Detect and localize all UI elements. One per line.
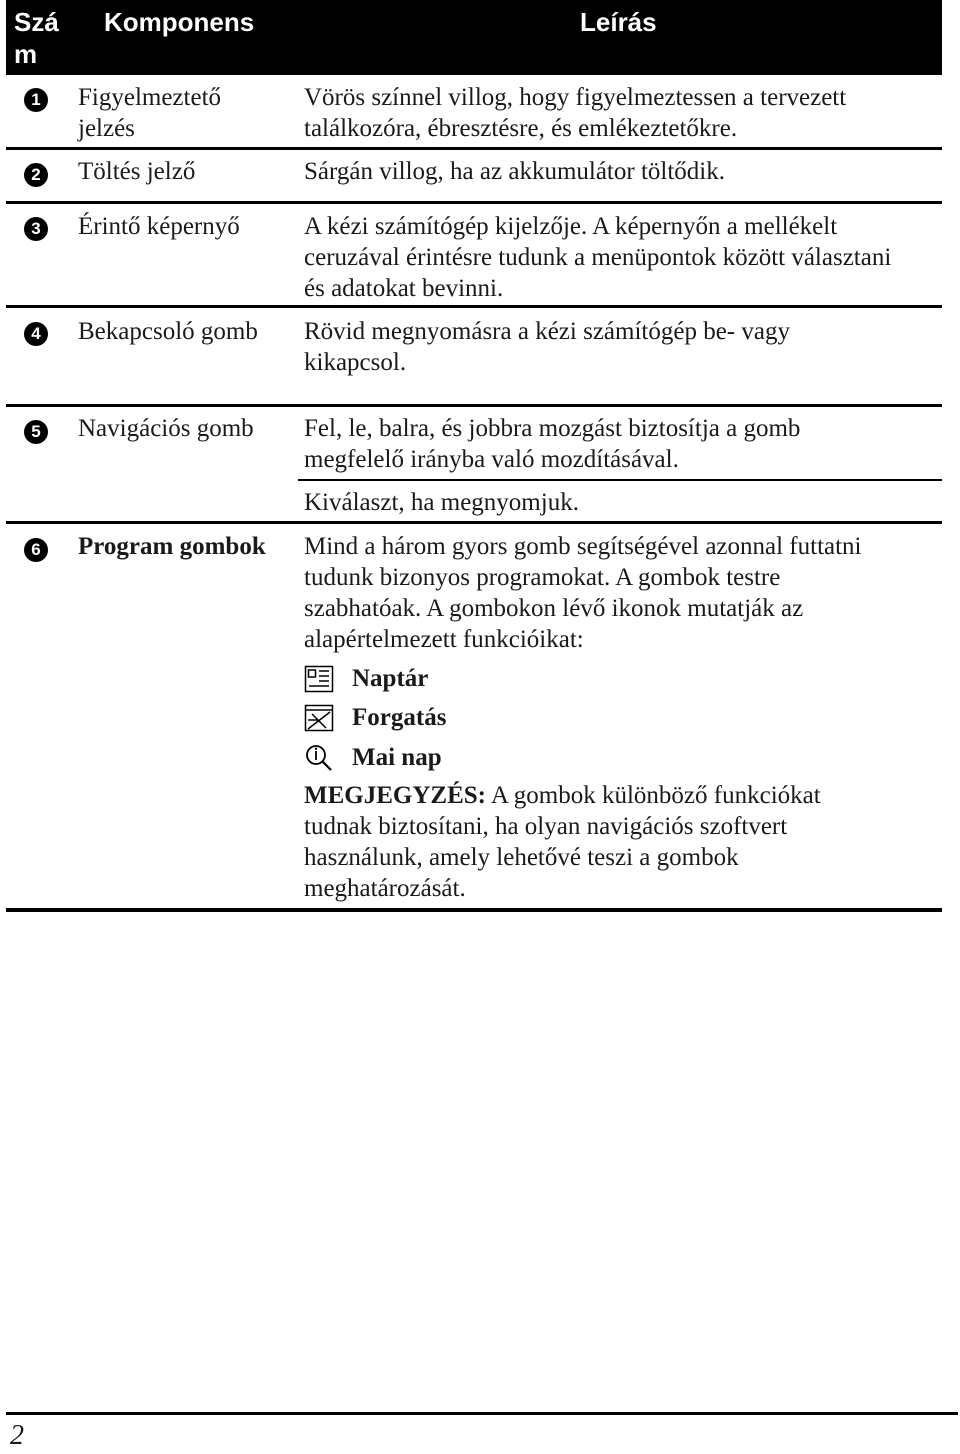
description-line: Rövid megnyomásra a kézi számítógép be- vagy <box>304 318 790 345</box>
description-line: és adatokat bevinni. <box>304 275 504 302</box>
description-line: Fel, le, balra, és jobbra mozgást biztosítja a gomb <box>304 415 801 442</box>
program-label: Forgatás <box>352 704 447 731</box>
description-line: alapértelmezett funkcióikat: <box>304 626 584 653</box>
description-line: A kézi számítógép kijelzője. A képernyőn a mellékelt <box>304 213 838 240</box>
description-line: szabhatóak. A gombokon lévő ikonok mutatják az <box>304 595 804 622</box>
component-line: Érintő képernyő <box>78 213 240 240</box>
component-line: Figyelmeztető <box>78 84 222 111</box>
description-line: találkozóra, ébresztésre, és emlékeztetőkre. <box>304 115 738 142</box>
component-name <box>78 156 298 187</box>
component-description <box>304 211 944 304</box>
calendar-icon <box>304 665 334 693</box>
component-line: Program gombok <box>78 533 266 560</box>
note-title: MEGJEGYZÉS: <box>304 782 486 809</box>
description-line: kikapcsol. <box>304 349 407 376</box>
note-paragraph <box>304 780 944 904</box>
note-line: tudnak biztosítani, ha olyan navigációs szoftvert <box>304 813 788 840</box>
row-number-badge: 3 <box>24 217 48 241</box>
component-description-extra <box>304 487 944 518</box>
row-number-badge: 5 <box>24 420 48 444</box>
component-description <box>304 413 944 475</box>
row-number-badge: 6 <box>24 538 48 562</box>
description-line: Mind a három gyors gomb segítségével azonnal futtatni <box>304 533 862 560</box>
note-line: meghatározását. <box>304 875 466 902</box>
row-number-badge: 2 <box>24 163 48 187</box>
footer-rule <box>6 1412 958 1415</box>
row-divider <box>6 521 942 524</box>
note-line: használunk, amely lehetővé teszi a gombok <box>304 844 739 871</box>
component-description <box>304 156 944 187</box>
header-description: Leírás <box>580 7 657 37</box>
component-name <box>78 413 298 444</box>
component-name <box>78 316 298 347</box>
page-number: 2 <box>10 1420 24 1451</box>
header-number-line2: m <box>14 39 38 69</box>
header-number <box>14 6 74 70</box>
component-description <box>304 82 944 144</box>
component-line: jelzés <box>78 115 135 142</box>
table-header <box>6 0 942 75</box>
component-name <box>78 82 298 144</box>
component-line: Bekapcsoló gomb <box>78 318 258 345</box>
header-component: Komponens <box>104 7 255 37</box>
description-line: tudunk bizonyos programokat. A gombok testre <box>304 564 781 591</box>
component-name <box>78 531 298 562</box>
sub-row-divider <box>298 479 942 481</box>
description-line: megfelelő irányba való mozdításával. <box>304 446 679 473</box>
note-first-line <box>304 780 944 811</box>
today-icon <box>304 744 334 772</box>
component-line: Töltés jelző <box>78 158 196 185</box>
row-divider <box>6 201 942 204</box>
row-divider <box>6 305 942 308</box>
program-label: Mai nap <box>352 744 442 771</box>
component-description <box>304 316 944 378</box>
component-description <box>304 531 944 655</box>
component-name <box>78 211 298 242</box>
row-number-badge: 4 <box>24 322 48 346</box>
description-line: Kiválaszt, ha megnyomjuk. <box>304 489 579 516</box>
component-line: Navigációs gomb <box>78 415 254 442</box>
header-number-line1: Szá <box>14 7 59 37</box>
row-number-badge: 1 <box>24 88 48 112</box>
description-line: Sárgán villog, ha az akkumulátor töltődik. <box>304 158 725 185</box>
description-line: ceruzával érintésre tudunk a menüpontok között választani <box>304 244 892 271</box>
program-label: Naptár <box>352 665 429 692</box>
table-bottom-rule <box>6 908 942 912</box>
row-divider <box>6 147 942 150</box>
row-divider <box>6 404 942 407</box>
description-line: Vörös színnel villog, hogy figyelmeztessen a tervezett <box>304 84 847 111</box>
rotate-icon <box>304 704 334 732</box>
note-line: A gombok különböző funkciókat <box>485 782 821 809</box>
